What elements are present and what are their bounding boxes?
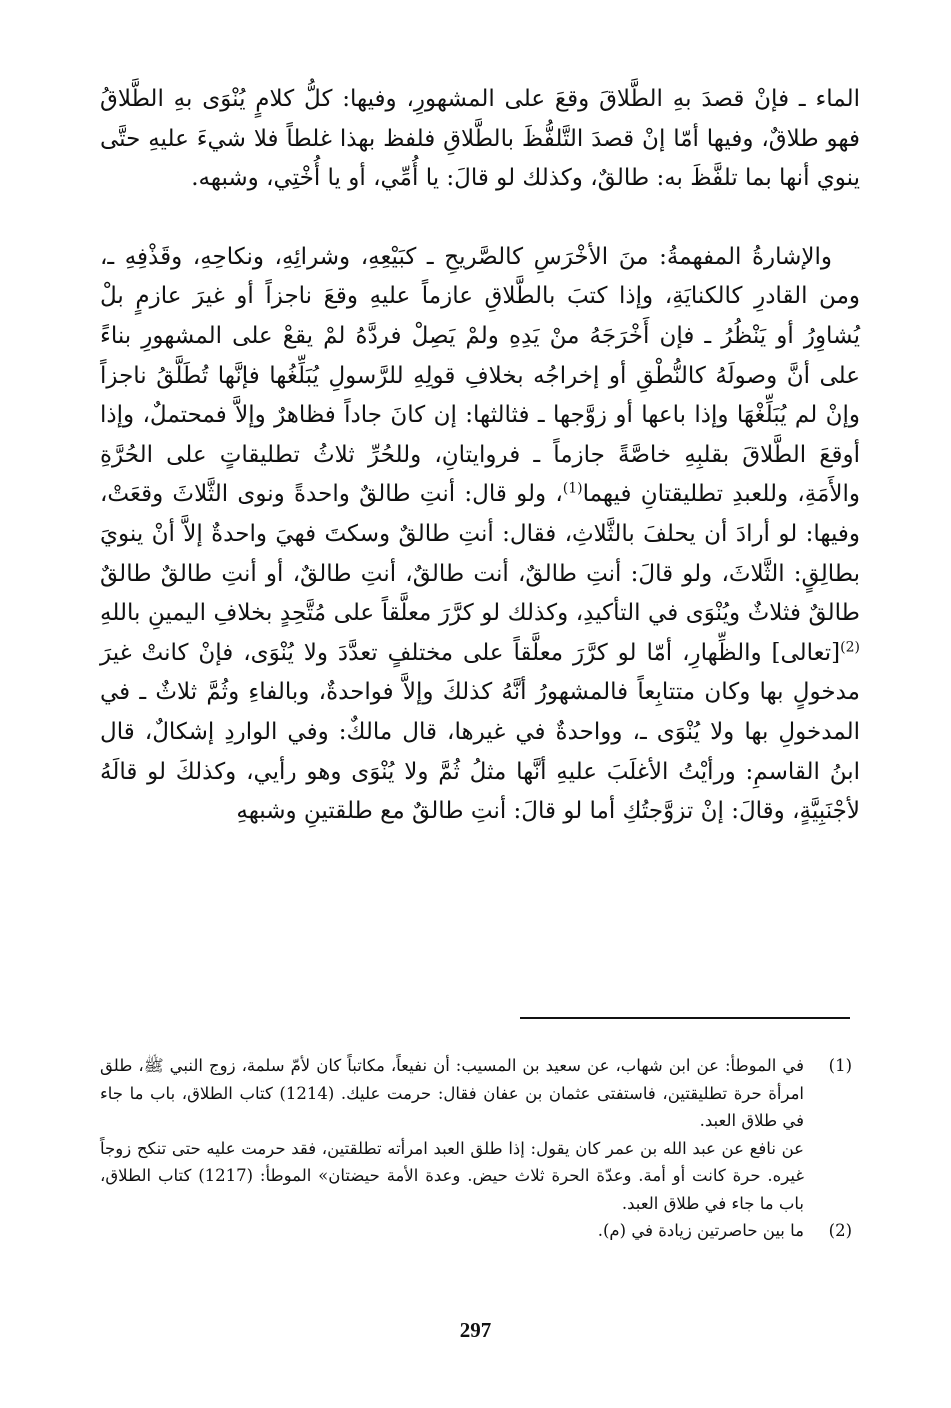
footnote-body bbox=[100, 1217, 804, 1245]
paragraph-2-middle: ، ولو قال: أنتِ طالقٌ واحدةً ونوى الثَّلاثَ وقعَتْ، وفيها: لو أرادَ أن يحلفَ بالثَّلاثِ، فقال: أنتِ طالقٌ وسكتَ فهيَ واحدةٌ إلاَّ أنْ ينويَ بطالِقٍ: الثَّلاثَ، ولو قالَ: أنتِ طالقٌ، أنت طالقٌ، أنتِ طالقٌ، أو أنتِ طالقٌ طالقٌ طالقٌ فثلاثٌ ويُنْوَى في التأكيدِ، وكذلك لو كرَّرَ معلَّقاً على مُتَّحِدٍ بخلافِ اليمينِ باللهِ bbox=[100, 481, 860, 627]
main-text bbox=[100, 80, 860, 832]
footnote-number: (1) bbox=[828, 1056, 852, 1075]
footnote-number: (2) bbox=[828, 1221, 852, 1240]
footnotes bbox=[100, 1052, 852, 1245]
footnote-body bbox=[100, 1052, 804, 1217]
paragraph-1: الماء ـ فإنْ قصدَ بهِ الطَّلاقَ وقعَ على المشهورِ، وفيها: كلُّ كلامٍ يُنْوَى بهِ الطَّلاقُ فهو طلاقٌ، وفيها أمّا إنْ قصدَ التَّلفُّظَ بالطَّلاقِ فلفظ بهذا غلطاً فلا شيءَ عليهِ حتَّى ينوي أنها بما تلفَّظَ به: طالقٌ، وكذلك لو قالَ: يا أُمِّي، أو يا أُخْتِي، وشبهه. bbox=[100, 86, 860, 192]
footnote-separator bbox=[520, 1017, 850, 1019]
page-number: 297 bbox=[459, 1318, 492, 1342]
footnote-1 bbox=[100, 1052, 852, 1217]
bracketed-insertion: [تعالى] bbox=[771, 639, 841, 666]
paragraph-2-main: والإشارةُ المفهمةُ: منَ الأخْرَسِ كالصَّريحِ ـ كبَيْعِهِ، وشرائِهِ، ونكاحِهِ، وقَذْفِهِ ـ، ومن القادرِ كالكنايَةِ، وإذا كتبَ بالطَّلاقِ عازماً عليهِ وقعَ ناجزاً أو غيرَ عازمٍ بلْ يُشاوِرُ أو يَنْظُرُ ـ فإن أَخْرَجَهُ منْ يَدِهِ ولمْ يَصِلْ فردَّهُ لمْ يقعْ على المشهورِ بناءً على أنَّ وصولَهُ كالنُّطْقِ أو إخراجُه بخلافِ قولِهِ للرَّسولِ يُبَلِّغُها فإنَّها تُطَلَّقُ ناجزاً وإنْ لم يُبَلِّغْهَا وإذا باعها أو زوَّجها ـ فثالثها: إن كانَ جاداً فظاهرٌ وإلاَّ فمحتملٌ، وإذا أوقعَ الطَّلاقَ بقلبِهِ خاصَّةً جازماً ـ فروايتانِ، وللحُرِّ ثلاثُ تطليقاتٍ على الحُرَّةِ والأَمَةِ، وللعبدِ تطليقتانِ فيهما bbox=[100, 243, 860, 508]
footnote-paragraph: ما بين حاصرتين زيادة في (م). bbox=[597, 1221, 804, 1240]
paragraph-2 bbox=[100, 238, 860, 832]
footnote-paragraph: عن نافع عن عبد الله بن عمر كان يقول: إذا طلق العبد امرأته تطلقتين، فقد حرمت عليه حتى تنكح زوجاً غيره. حرة كانت أو أمة. وعدّة الحرة ثلاث حيض. وعدة الأمة حيضتان» الموطأ: (1217) كتاب الطلاق، باب ما جاء في طلاق العبد. bbox=[100, 1138, 804, 1213]
paragraph-2-end: والظِّهارِ، أمّا لو كرَّرَ معلَّقاً على مختلفٍ تعدَّدَ ولا يُنْوَى، فإنْ كانتْ غيرَ مدخولٍ بها وكان متتابِعاً فالمشهورُ أنَّهُ كذلكَ وإلاَّ فواحدةٌ، وبالفاءِ وثُمَّ ثلاثٌ ـ في المدخولِ بها ولا يُنْوَى ـ، وواحدةٌ في غيرها، قال مالكٌ: وفي الواردِ إشكالٌ، قال ابنُ القاسمِ: ورأيْتُ الأغلَبَ عليهِ أنَّها مثلُ ثُمَّ ولا يُنْوَى وهو رأيي، وكذلكَ لو قالَهُ لأجْنَبِيَّةٍ، وقالَ: إنْ تزوَّجتُكِ أما لو قالَ: أنتِ طالقٌ مع طلقتينِ وشبههِ bbox=[100, 639, 860, 825]
footnote-paragraph: في الموطأ: عن ابن شهاب، عن سعيد بن المسيب: أن نفيعاً، مكاتباً كان لأمّ سلمة، زوج النبي ﷺ، طلق امرأة حرة تطليقتين، فاستفتى عثمان بن عفان فقال: حرمت عليك. (1214) كتاب الطلاق، باب ما جاء في طلاق العبد. bbox=[100, 1056, 804, 1130]
footnote-2 bbox=[100, 1217, 852, 1245]
footnote-ref-2[interactable]: (2) bbox=[840, 639, 860, 656]
footnote-ref-1[interactable]: (1) bbox=[562, 480, 583, 497]
